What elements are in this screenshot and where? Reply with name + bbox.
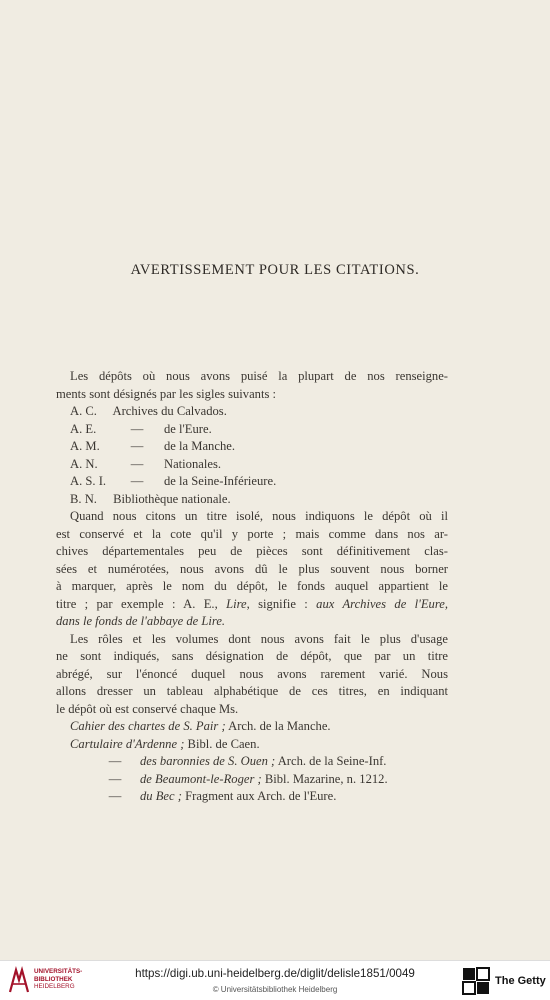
- para2-line: sées et numérotées, nous avons dû le plus souvent nous borner: [56, 561, 448, 576]
- ditto-dash: —: [130, 456, 144, 471]
- abbreviation-row: [56, 421, 448, 439]
- catalogue-location: Bibl. de Caen.: [184, 736, 260, 751]
- sigle: B. N.: [70, 491, 97, 506]
- para3-line: ne sont indiqués, sans désignation de dépôt, que par un titre: [56, 649, 448, 663]
- para3-line: le dépôt où est conservé chaque Ms.: [56, 701, 239, 716]
- ditto-dash: —: [108, 754, 122, 768]
- catalogue-entry: [56, 788, 448, 806]
- para2-last-line: dans le fonds de l'abbaye de Lire.: [56, 614, 226, 628]
- para2-line: Quand nous citons un titre isolé, nous indiquons le dépôt où il: [70, 509, 448, 523]
- para2-line: chives départementales peu de pièces sont définitivement clas-: [56, 544, 448, 558]
- para2-line: est conservé et la cote qu'il y porte ; mais comme dans nos ar-: [56, 526, 448, 541]
- abbreviation-row: [56, 438, 448, 456]
- ditto-dash: —: [130, 439, 144, 453]
- catalogue-title: Cartulaire d'Ardenne ;: [70, 736, 185, 751]
- permalink-url[interactable]: https://digi.ub.uni-heidelberg.de/diglit/delisle1851/0049: [135, 967, 415, 980]
- sigle: A. E.: [70, 421, 97, 436]
- catalogue-entry: [56, 736, 448, 754]
- catalogue-title: des baronnies de S. Ouen ;: [140, 754, 276, 768]
- copyright-notice: © Universitätsbibliothek Heidelberg: [212, 985, 338, 994]
- sigle: A. C.: [70, 404, 97, 418]
- intro-line-2: ments sont désignés par les sigles suivants :: [56, 386, 277, 401]
- abbreviation-label: Bibliothèque nationale.: [113, 491, 231, 506]
- getty-mark-icon: [462, 967, 490, 995]
- abbreviation-label: Nationales.: [164, 456, 222, 471]
- para3-line: Les rôles et les volumes dont nous avons fait le plus d'usage: [70, 631, 448, 646]
- library-name-line: BIBLIOTHEK: [34, 975, 73, 983]
- catalogue-location: Arch. de la Seine-Inf.: [275, 754, 387, 768]
- ditto-dash: —: [130, 421, 144, 436]
- library-name-line: UNIVERSITÄTS-: [34, 968, 83, 975]
- catalogue-location: Arch. de la Manche.: [225, 719, 331, 733]
- para2-example-line: [56, 596, 448, 614]
- ditto-dash: —: [108, 789, 122, 803]
- getty-logo[interactable]: [462, 967, 546, 995]
- example-italic: Lire: [226, 596, 247, 611]
- abbreviation-row: [56, 403, 448, 421]
- abbreviation-list: [56, 403, 448, 508]
- abbreviation-label: de l'Eure.: [164, 421, 212, 436]
- main-text: [56, 368, 448, 806]
- example-text: titre ; par exemple : A. E.,: [56, 596, 227, 611]
- library-name-line: HEIDELBERG: [34, 983, 75, 991]
- para3-line: allons dresser un tableau alphabétique de ces titres, en indiquant: [56, 684, 448, 698]
- catalogue-location: Bibl. Mazarine, n. 1212.: [261, 771, 388, 786]
- abbreviation-label: de la Manche.: [164, 439, 235, 453]
- catalogue-title: du Bec ;: [140, 789, 182, 803]
- sigle: A. S. I.: [70, 474, 107, 488]
- abbreviation-label: de la Seine-Inférieure.: [164, 474, 277, 488]
- catalogue-entry: [56, 718, 448, 736]
- sigle: A. M.: [70, 439, 100, 453]
- abbreviation-row: [56, 473, 448, 491]
- intro-line-1: Les dépôts où nous avons puisé la plupart de nos renseigne-: [70, 369, 448, 383]
- manuscript-catalogue: [56, 718, 448, 806]
- abbreviation-row: [56, 456, 448, 474]
- catalogue-location: Fragment aux Arch. de l'Eure.: [181, 789, 337, 803]
- ditto-dash: —: [108, 771, 122, 786]
- para3-line: abrégé, sur l'énoncé duquel nous avons rarement varié. Nous: [56, 666, 448, 681]
- abbreviation-label: Archives du Calvados.: [112, 404, 227, 418]
- example-text: , signifie :: [246, 596, 317, 611]
- catalogue-entry: [56, 753, 448, 771]
- para2-line: à marquer, après le nom du dépôt, le fonds auquel appartient le: [56, 579, 448, 593]
- ditto-dash: —: [130, 474, 144, 488]
- abbreviation-row: [56, 491, 448, 509]
- getty-label: The Getty: [495, 975, 546, 987]
- sigle: A. N.: [70, 456, 98, 471]
- catalogue-title: Cahier des chartes de S. Pair ;: [70, 719, 226, 733]
- catalogue-entry: [56, 771, 448, 789]
- viewer-footer: [0, 960, 550, 1000]
- example-italic: aux Archives de l'Eure,: [316, 596, 448, 611]
- catalogue-title: de Beaumont-le-Roger ;: [140, 771, 262, 786]
- page-title: AVERTISSEMENT POUR LES CITATIONS.: [130, 262, 420, 278]
